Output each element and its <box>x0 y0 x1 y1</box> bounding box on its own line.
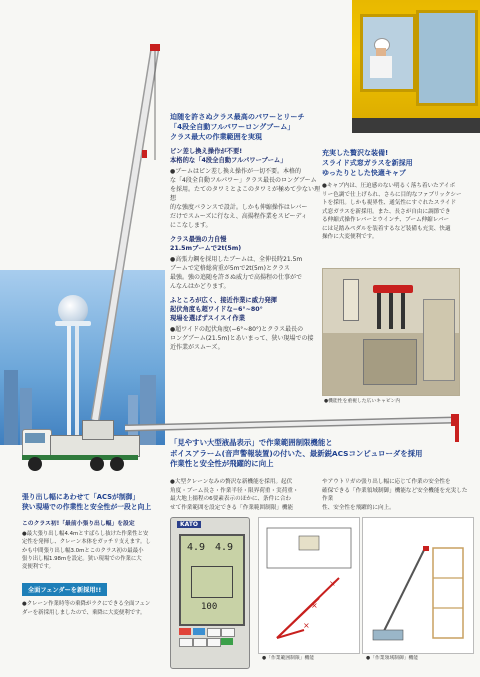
boom-headline-1: 迫随を許さぬクラス最高のパワーとリーチ <box>170 112 305 121</box>
svg-text:×: × <box>303 621 310 630</box>
work-range-caption: ●「作業範囲制限」機能 <box>262 656 315 661</box>
lcd-display <box>179 534 245 626</box>
boom-headline-2: 「4段全自動フルパワーロングブーム」 <box>170 122 295 131</box>
acs-body-left: ●大型クレーンなみの贅沢な新機能を採用。起伏 角度・ブーム長さ・作業半径・限界荷重・実荷重・ 最大地上揚程の6要素表示のほかに、条件に合わ せて作業範囲を設定できる「作業範囲制限」機能 <box>170 479 299 511</box>
boom-subhead: ピン差し換え操作が不要! <box>170 148 243 155</box>
cab-photo <box>352 0 480 133</box>
svg-text:×: × <box>329 579 336 588</box>
boom-body: ●ブームはピン差し換え操作が一切不要。本格的 な「4段全自動フルパワー」クラス最長のロングブーム を採用。たてのタワミとよこのタワミが極めて少ない理想 的な強度バランスで設計。しかも伸縮操作はレバー だけでスムーズに行なえ、高揚程作業をスピーディ にこなします。 <box>170 168 321 229</box>
acs-panel <box>170 517 250 669</box>
outrigger-headline-1: 張り出し幅にあわせて「ACSが制御」 <box>22 493 140 501</box>
acs-section <box>170 438 470 470</box>
boom-subhead-2: 本格的な「4段全自動フルパワーブーム」 <box>170 157 287 164</box>
power-subhead: クラス最強の力自慢 <box>170 236 227 243</box>
work-range-diagram <box>258 517 360 654</box>
power-body: ●高張力鋼を採用したブームは、全伸長時21.5m ブームで定格総荷重が5mで2t(5m)とクラス 最強。強の追随を許さぬ威力で高揚程の仕事がで んなんはかどります。 <box>170 256 303 290</box>
work-subhead-3: 現場を選ばずスイスイ作業 <box>170 315 245 322</box>
kato-logo: KATO <box>177 521 201 528</box>
cab-interior-caption: ●機能性を重視した広いキャビン内 <box>324 399 401 404</box>
work-area-caption: ●「作業領域制御」機能 <box>366 656 419 661</box>
acs-headline-2: ボイスアラーム(音声警報装置)の付いた、最新鋭ACSコンピュローダを採用 <box>170 448 423 458</box>
work-subhead-2: 起伏角度も超ワイドな−6°~80° <box>170 306 263 313</box>
operator <box>370 38 392 78</box>
outrigger-subhead: このクラス初!「最前小張り出し幅」を設定 <box>22 521 135 527</box>
cab-headline-1: 充実した贅沢な装備! <box>322 149 389 157</box>
panel-buttons <box>179 628 241 662</box>
outrigger-body: ●最大張り出し幅4.4mとすばらし抜けた作業性と安 定性を発揮し、クレーン本体をガッチリ支えます。し かも中間張り出し幅3.0mとこのクラス初の最最小 張り出し幅1.98mを設定。狭い現場での作業に大 変便利です。 <box>22 531 151 571</box>
cab-interior-photo <box>322 268 460 396</box>
acs-headline-3: 作業性と安全性が飛躍的に向上 <box>170 459 274 468</box>
work-area-diagram <box>362 517 474 654</box>
cab-body: ●キャブ内は、圧迫感のない明るく落ち着いたアイボ リー色調で仕上げられ、さらに目的なファブリックシー トを採用。しかも視界性、通気性にすぐれたスライド 式窓ガラスを新採用。また、長さが自由に調節でき る伸縮式操作レバーとウインチ、ブーム伸縮レバー には足踏みペダルを装着するなど装備も充実、快適 操作に大変便利です。 <box>322 183 462 240</box>
truck <box>22 415 140 473</box>
acs-headline-1: 「見やすい大型液晶表示」で作業範囲制限機能と <box>170 438 333 447</box>
svg-text:×: × <box>311 601 318 610</box>
work-subhead: ふところが広く、接近作業に威力発揮 <box>170 297 277 304</box>
lcd-value-1: 4.9 <box>187 542 206 553</box>
fender-badge: 全面フェンダーを新採用!! <box>22 583 107 596</box>
work-body: ●超ワイドの起伏角度(−6°~80°)とクラス最長の ロングブーム(21.5m)とあいまって、狭い現場での接 近作業がスムーズ。 <box>170 326 314 351</box>
boom-headline-3: クラス最大の作業範囲を実現 <box>170 132 263 141</box>
cab-headline-2: スライド式窓ガラスを新採用 <box>322 159 413 167</box>
fender-body: ●クレーン作業時等の乗降がラクにできる全面フェン ダーを新採用しましたので、乗降に大変便利です。 <box>22 601 151 616</box>
outrigger-headline-2: 狭い現場での作業性と安全性が一段と向上 <box>22 503 152 511</box>
boom-section <box>170 112 320 352</box>
cab-headline-3: ゆったりとした快適キャブ <box>322 169 406 177</box>
power-subhead-2: 21.5mブームで2t(5m) <box>170 245 242 252</box>
lcd-value-2: 4.9 <box>215 542 234 553</box>
acs-body-right: やアウトリガの張り出し幅に応じて作業の安全性を 確保できる「作業領域制御」機能など安全機能を充実した作業 性、安全性を飛躍的に向上。 <box>322 479 468 511</box>
lcd-value-3: 100 <box>201 602 218 612</box>
outrigger-section <box>22 492 162 617</box>
cab-section <box>322 148 467 242</box>
